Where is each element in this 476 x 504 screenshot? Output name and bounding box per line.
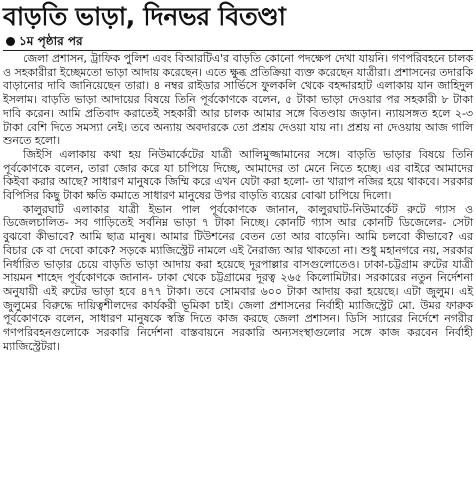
headline: বাড়তি ভাড়া, দিনভর বিতণ্ডা <box>3 2 286 31</box>
continuation-label: ১ম পৃষ্ঠার পর <box>19 34 83 48</box>
bullet-icon <box>6 37 15 46</box>
divider <box>3 50 473 51</box>
paragraph-3: কালুরঘাট এলাকার যাত্রী ইভান পাল পূর্বকোণকে জানান, কালুরঘাট-নিউমার্কেট রুটে গ্যাস ও ডিজেলচালিত- সব গাড়িতেই সর্বনিম্ন ভাড়া ৭ টাকা নিচ্ছে। কোনটি গ্যাস আর কোনটি ডিজেলের- সেটা বুঝবো কীভাবে? আমি ছাত্র মানুষ। আমার টিউশনের বেতন তো আর বাড়েনি। আমি চলবো কীভাবে? এর বিচার কে বা দেবো কাকে? সড়কে ম্যাজিস্ট্রেট নামলে এই নৈরাজ্য আর থাকতো না। শুধু মহানগরে নয়, সরকার নির্ধারিত ভাড়ার চেয়ে বাড়তি ভাড়া আদায় করা হয়েছে দূরপাল্লার বাসগুলোতেও। ঢাকা-চট্টগ্রাম রুটের যাত্রী সায়মন শাহেদ পূর্বকোণকে জানান- ঢাকা থেকে চট্টগ্রামের দূরত্ব ২৬৫ কিলোমিটার। সরকারের নতুন নির্দেশনা অনুযায়ী এই রুটের ভাড়া হবে ৪৭৭ টাকা। তবে সোমবার ৬০০ টাকা আদায় করা হয়েছে। এটা জুলুম। এই জুলুমের বিরুদ্ধে দায়িত্বশীলদের কার্যকরী ভূমিকা চাই। জেলা প্রশাসনের নির্বাহী ম্যাজিস্ট্রেট মো. উমর ফারুক পূর্বকোণকে বলেন, সাধারণ মানুষকে স্বস্তি দিতে কাজ করছে জেলা প্রশাসন। ডিসি স্যারের নির্দেশে নগরীর গণপরিবহনগুলোকে সরকারি নির্দেশনা বাস্তবায়নে সরকারি অন্যসংস্থাগুলোর সঙ্গে কাজ করবেন নির্বাহী ম্যাজিস্ট্রেটরা। <box>3 202 473 353</box>
paragraph-2: জিইসি এলাকায় কথা হয় নিউমার্কেটের যাত্রী আলিমুজ্জামানের সঙ্গে। বাড়তি ভাড়ার বিষয়ে তিনি পূর্বকোণকে বলেন, তারা জোর করে যা চাপিয়ে দিচ্ছে, আমাদের তা মেনে নিতে হচ্ছে। এর বাইরে আমাদের কিইবা করার আছে? সাধারণ মানুষকে জিম্মি করে এখন যেটা করা হলো- তা খারাপ নজির হয়ে থাকবে। সরকার বিপিসির কিছু টাকা ক্ষতি কমাতে সাধারণ মানুষের উপর বাড়তি ব্যয়ের বোঝা চাপিয়ে দিলো। <box>3 147 473 203</box>
paragraph-1: জেলা প্রশাসন, ট্রাফিক পুলিশ এবং বিআরটিএ'র বাড়তি কোনো পদক্ষেপ দেখা যায়নি। গণপরিবহনে চালক ও সহকারীরা ইচ্ছেমতো ভাড়া আদায় করেছেন। এতে ক্ষুব্ধ প্রতিক্রিয়া ব্যক্ত করেছেন যাত্রীরা। প্রশাসনের তদারকি বাড়ানোর দাবি জানিয়েছেন তারা। ৪ নম্বর রাইডার সার্ভিসে ফুলকলি থেকে বহদ্দারহাট এলাকায় যান জাহিদুল ইসলাম। বাড়তি ভাড়া আদায়ের বিষয়ে তিনি পূর্বকোণকে বলেন, ৫ টাকা ভাড়া দেওয়ার পর সহকারী ৮ টাকা দাবি করেন। আমি প্রতিবাদ করাতেই সহকারী আর চালক আমার সঙ্গে বিতণ্ডায় জড়ান। ন্যায়সঙ্গত হলে ২-৩ টাকা বেশি দিতে সমস্যা নেই। তবে অন্যায় অবদারকে তো প্রশ্রয় দেওয়া যায় না। প্রশ্রয় না দেওয়ায় আজ গালি শুনতে হলো। <box>3 52 473 148</box>
article-body <box>3 52 473 353</box>
continuation-line <box>3 33 473 49</box>
